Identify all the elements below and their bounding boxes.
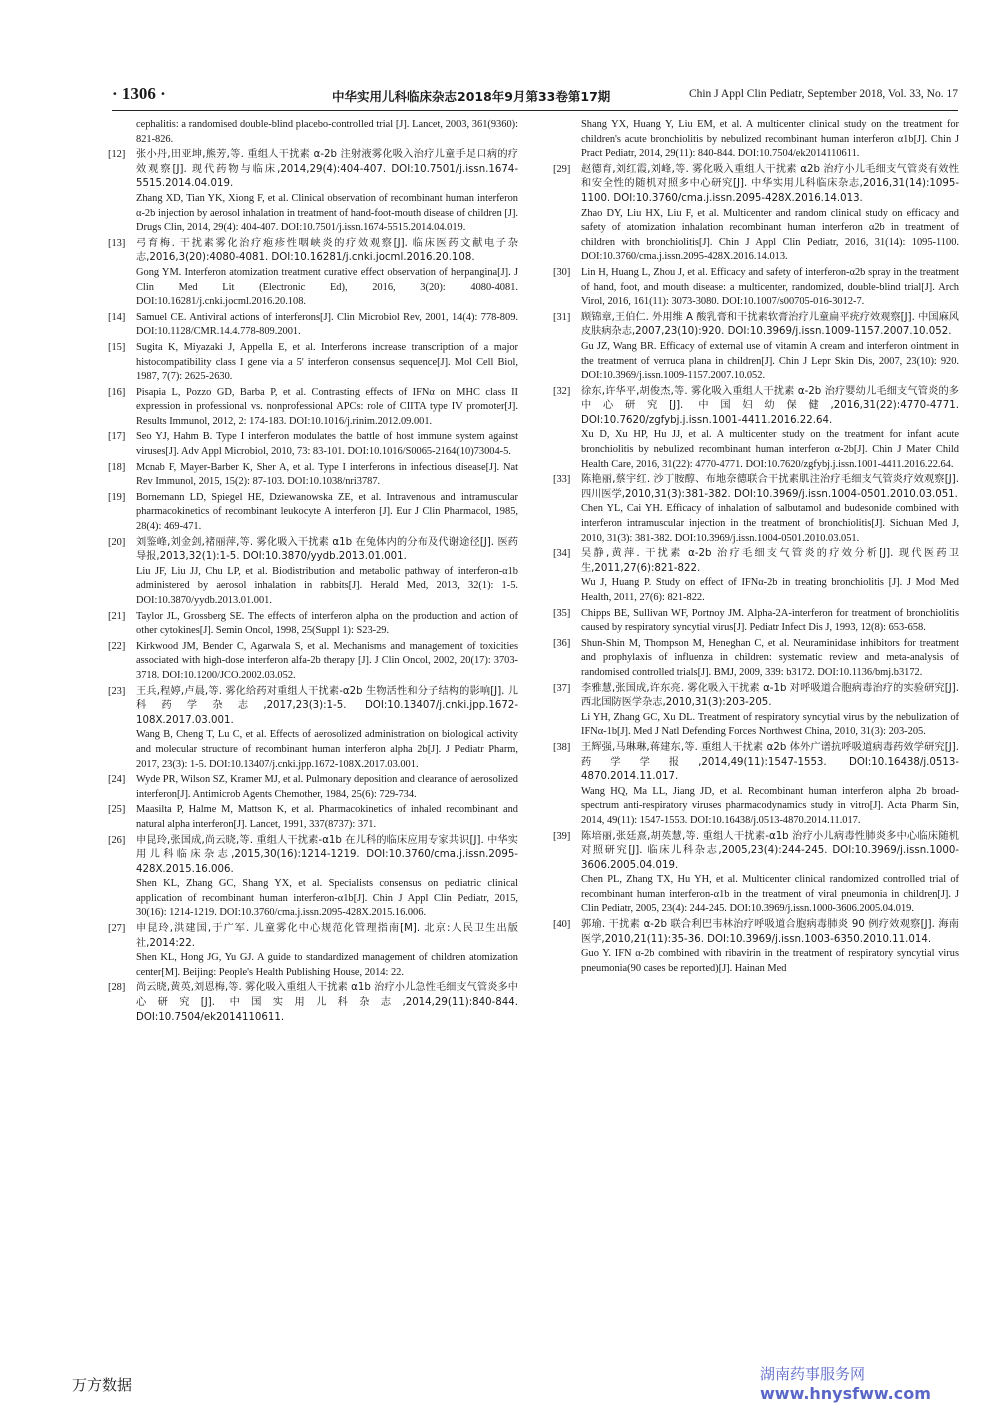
reference-text-en: Wang HQ, Ma LL, Jiang JD, et al. Recombinant human interferon alpha 2b broad-spectrum anti-respiratory viruses pharmacodynamics study in vitro[J]. Acta Pharm Sin, 2014, 49(11): 1547-1553. DOI:10.16438/j.0513-4870.2014.11.017. <box>581 785 959 826</box>
reference-text-cn: 张小丹,田亚坤,熊芳,等. 重组人干扰素 α-2b 注射液雾化吸入治疗儿童手足口病的疗效观察[J]. 现代药物与临床,2014,29(4):404-407. DOI:10.7501/j.issn.1674-5515.2014.04.019. <box>136 149 518 190</box>
reference-entry <box>108 430 518 459</box>
reference-number: [20] <box>108 536 126 548</box>
reference-text-en: Li YH, Zhang GC, Xu DL. Treatment of respiratory syncytial virus by the nebulization of IFNα-1b[J]. Med J Natl Defending Forces Northwest China, 2010, 31(3): 203-205. <box>581 711 959 738</box>
reference-number: [13] <box>108 237 126 249</box>
reference-number: [34] <box>553 548 571 560</box>
reference-text-cn: 申昆玲,张国成,尚云晓,等. 重组人干扰素-α1b 在儿科的临床应用专家共识[J]. 中华实用儿科临床杂志,2015,30(16):1214-1219. DOI:10.3760/cma.j.issn.2095-428X.2015.16.006. <box>136 834 518 875</box>
reference-number: [18] <box>108 461 126 473</box>
reference-text-cn: 弓育梅. 干扰素雾化治疗疱疹性咽峡炎的疗效观察[J]. 临床医药文献电子杂志,2016,3(20):4080-4081. DOI:10.16281/j.cnki.jocml.2016.20.108. <box>136 237 518 264</box>
reference-entry <box>553 637 959 681</box>
reference-text-cn: 王辉强,马琳琳,蒋建东,等. 重组人干扰素 α2b 体外广谱抗呼吸道病毒药效学研究[J]. 药学学报,2014,49(11):1547-1553. DOI:10.16438/j.0513-4870.2014.11.017. <box>581 741 959 783</box>
reference-number: [33] <box>553 474 571 486</box>
reference-number: [25] <box>108 804 126 816</box>
reference-text-cn: 郭瑜. 干扰素 α-2b 联合利巴韦林治疗呼吸道合胞病毒肺炎 90 例疗效观察[J]. 海南医学,2010,21(11):35-36. DOI:10.3969/j.issn.1003-6350.2010.11.014. <box>581 919 959 945</box>
reference-text-en: Zhang XD, Tian YK, Xiong F, et al. Clinical observation of recombinant human interferon α-2b injection by aerosol inhalation in treatment of hand-foot-mouth disease of children [J]. Drugs Clin, 2014, 29(4): 404-407. DOI:10.7501/j.issn.1674-5515.2014.04.019. <box>136 192 518 234</box>
reference-text-en: Shang YX, Huang Y, Liu EM, et al. A multicenter clinical study on the treatment for children's acute bronchiolitis by nebulized recombinant human interferon α1b[J]. Chin J Pract Pediatr, 2014, 29(11): 840-844. DOI:10.7504/ek2014110611. <box>581 119 959 160</box>
reference-entry <box>108 536 518 609</box>
reference-number: [14] <box>108 311 126 323</box>
reference-text-cn: 刘鉴峰,刘金剑,褚丽萍,等. 雾化吸入干扰素 α1b 在兔体内的分布及代谢途径[J]. 医药导报,2013,32(1):1-5. DOI:10.3870/yydb.2013.01.001. <box>136 536 518 563</box>
reference-entry <box>553 918 959 976</box>
reference-entry <box>553 741 959 829</box>
reference-text-cn: 徐东,许华平,胡俊杰,等. 雾化吸入重组人干扰素 α-2b 治疗婴幼儿毛细支气管炎的多中心研究[J]. 中国妇幼保健,2016,31(22):4770-4771. DOI:10.7620/zgfybj.j.issn.1001-4411.2016.22.64. <box>581 385 959 426</box>
reference-number: [15] <box>108 341 126 353</box>
reference-number: [39] <box>553 830 571 842</box>
reference-entry <box>108 311 518 340</box>
reference-entry <box>108 922 518 980</box>
reference-text-en: Zhao DY, Liu HX, Liu F, et al. Multicenter and random clinical study on efficacy and safety of atomization inhalation recombinant human interferon α2b in treatment of children with bronchiolitis[J]. Chin J Appl Clin Pediatr, 2016, 31(14): 1095-1100. DOI:10.3760/cma.j.issn.2095-428X.2016.14.013. <box>581 207 959 263</box>
reference-number: [31] <box>553 311 571 323</box>
watermark <box>760 1364 931 1404</box>
reference-number: [12] <box>108 149 126 161</box>
reference-text-en: Guo Y. IFN α-2b combined with ribavirin in the treatment of respiratory syncytial virus pneumonia(90 cases be reported)[J]. Hainan Med <box>581 948 959 974</box>
right-reference-column <box>553 118 959 1343</box>
reference-entry <box>108 685 518 773</box>
reference-entry <box>108 237 518 310</box>
reference-entry <box>553 682 959 740</box>
page-header <box>112 82 958 111</box>
reference-entry <box>108 803 518 832</box>
reference-text-cn: 顾锦章,王伯仁. 外用维 A 酸乳膏和干扰素软膏治疗儿童扁平疣疗效观察[J]. 中国麻风皮肤病杂志,2007,23(10):920. DOI:10.3969/j.issn.1009-1157.2007.10.052. <box>581 311 959 338</box>
reference-number: [16] <box>108 386 126 398</box>
reference-entry <box>553 118 959 162</box>
reference-entry <box>108 341 518 385</box>
reference-entry <box>553 266 959 310</box>
watermark-url: www.hnysfww.com <box>760 1384 931 1403</box>
reference-text-en: Kirkwood JM, Bender C, Agarwala S, et al. Mechanisms and management of toxicities associated with high-dose interferon alfa-2b therapy [J]. J Clin Oncol, 2002, 20(17): 3703-3718. DOI:10.1200/JCO.2002.03.052. <box>136 640 518 681</box>
reference-text-cn: 陈培丽,张廷熹,胡英慧,等. 重组人干扰素-α1b 治疗小儿病毒性肺炎多中心临床随机对照研究[J]. 临床儿科杂志,2005,23(4):244-245. DOI:10.3969/j.issn.1000-3606.2005.04.019. <box>581 830 959 871</box>
reference-text-en: Sugita K, Miyazaki J, Appella E, et al. Interferons increase transcription of a major histocompatibility class I gene via a 5' interferon consensus sequence[J]. Mol Cell Biol, 1987, 7(7): 2625-2630. <box>136 341 518 383</box>
reference-entry <box>553 473 959 546</box>
reference-text-cn: 申昆玲,洪建国,于广军. 儿童雾化中心规范化管理指南[M]. 北京:人民卫生出版社,2014:22. <box>136 923 518 949</box>
reference-text-en: Wu J, Huang P. Study on effect of IFNα-2b in treating bronchiolitis [J]. J Mod Med Health, 2011, 27(6): 821-822. <box>581 577 959 603</box>
reference-number: [19] <box>108 491 126 503</box>
reference-entry <box>553 311 959 384</box>
reference-entry <box>108 834 518 922</box>
reference-number: [21] <box>108 610 126 622</box>
reference-entry <box>108 118 518 147</box>
reference-text-en: cephalitis: a randomised double-blind placebo-controlled trial [J]. Lancet, 2003, 361(9360): 821-826. <box>136 119 518 145</box>
reference-entry <box>553 830 959 918</box>
reference-number: [27] <box>108 923 126 935</box>
reference-entry <box>108 773 518 802</box>
reference-text-en: Shen KL, Zhang GC, Shang YX, et al. Specialists consensus on pediatric clinical application of recombinant human interferon-α1b[J]. Chin J Appl Clin Pediatr, 2015, 30(16): 1214-1219. DOI:10.3760/cma.j.issn.2095-428X.2015.16.006. <box>136 878 518 919</box>
reference-number: [26] <box>108 834 126 846</box>
reference-text-en: Chen YL, Cai YH. Efficacy of inhalation of salbutamol and budesonide combined with interferon intramuscular injection in the treatment of bronchiolitis[J]. Sichuan Med J, 2010, 31(3): 381-382. DOI:10.3969/j.issn.1004-0501.2010.03.051. <box>581 503 959 544</box>
reference-number: [23] <box>108 685 126 697</box>
reference-text-en: Gong YM. Interferon atomization treatment curative effect observation of herpangina[J]. J Clin Med Lit (Electronic Ed), 2016, 3(20): 4080-4081. DOI:10.16281/j.cnki.jocml.2016.20.108. <box>136 266 518 308</box>
reference-entry <box>108 386 518 430</box>
reference-number: [22] <box>108 640 126 652</box>
footer-source-label: 万方数据 <box>72 1376 133 1394</box>
reference-entry <box>108 491 518 535</box>
reference-entry <box>108 461 518 490</box>
reference-text-en: Shen KL, Hong JG, Yu GJ. A guide to standardized management of children atomization center[M]. Beijing: People's Health Publishing House, 2014: 22. <box>136 952 518 978</box>
reference-entry <box>553 547 959 605</box>
reference-text-en: Shun-Shin M, Thompson M, Heneghan C, et al. Neuraminidase inhibitors for treatment and prophylaxis of influenza in children: systematic review and meta-analysis of randomised controlled trials[J]. BMJ, 2009, 339: b3172. DOI:10.1136/bmj.b3172. <box>581 637 959 678</box>
reference-text-en: Chipps BE, Sullivan WF, Portnoy JM. Alpha-2A-interferon for treatment of bronchiolitis caused by respiratory syncytial virus[J]. Pediatr Infect Dis J, 1993, 12(8): 653-658. <box>581 607 959 634</box>
reference-text-en: Pisapia L, Pozzo GD, Barba P, et al. Contrasting effects of IFNα on MHC class II expression in professional vs. nonprofessional APCs: role of CIITA type IV promoter[J]. Results Immunol, 2012, 2: 174-183. DOI:10.1016/j.rinim.2012.09.001. <box>136 386 518 427</box>
reference-text-en: Wyde PR, Wilson SZ, Kramer MJ, et al. Pulmonary deposition and clearance of aerosolized interferon[J]. Antimicrob Agents Chemother, 1984, 25(6): 729-734. <box>136 774 518 800</box>
reference-entry <box>553 385 959 473</box>
reference-text-en: Seo YJ, Hahm B. Type I interferon modulates the battle of host immune system against viruses[J]. Adv Appl Microbiol, 2010, 73: 83-101. DOI:10.1016/S0065-2164(10)73004-5. <box>136 431 518 458</box>
reference-number: [35] <box>553 607 571 619</box>
reference-text-cn: 陈艳丽,蔡宇红. 沙丁胺醇、布地奈德联合干扰素肌注治疗毛细支气管炎疗效观察[J]. 四川医学,2010,31(3):381-382. DOI:10.3969/j.issn.1004-0501.2010.03.051. <box>581 474 959 500</box>
reference-number: [29] <box>553 163 571 175</box>
reference-text-en: Wang B, Cheng T, Lu C, et al. Effects of aerosolized administration on biological activity and molecular structure of recombinant human interferon alpha 2b[J]. J Pediatr Pharm, 2017, 23(3): 1-5. DOI:10.13407/j.cnki.jpp.1672-108X.2017.03.001. <box>136 729 518 770</box>
reference-text-en: Taylor JL, Grossberg SE. The effects of interferon alpha on the production and action of other cytokines[J]. Semin Oncol, 1998, 25(Suppl 1): S23-29. <box>136 610 518 637</box>
reference-text-en: Samuel CE. Antiviral actions of interferons[J]. Clin Microbiol Rev, 2001, 14(4): 778-809. DOI:10.1128/CMR.14.4.778-809.2001. <box>136 311 518 338</box>
reference-text-en: Xu D, Xu HP, Hu JJ, et al. A multicenter study on the treatment for infant acute bronchiolitis by nebulized recombinant human interferon α-2b[J]. Chin J Mater Child Health Care, 2016, 31(22): 4770-4771. DOI:10.7620/zgfybj.j.issn.1001-4411.2016.22.64. <box>581 429 959 470</box>
reference-entry <box>108 610 518 639</box>
reference-text-en: Mcnab F, Mayer-Barber K, Sher A, et al. Type I interferons in infectious disease[J]. Nat Rev Immunol, 2015, 15(2): 87-103. DOI:10.1038/nri3787. <box>136 461 518 488</box>
reference-number: [17] <box>108 431 126 443</box>
reference-text-en: Chen PL, Zhang TX, Hu YH, et al. Multicenter clinical randomized controlled trial of recombinant human interferon-α1b in the treatment of viral pneumonia in children[J]. J Clin Pediatr, 2005, 23(4): 244-245. DOI:10.3969/j.issn.1000-3606.2005.04.019. <box>581 874 959 915</box>
reference-entry <box>553 163 959 265</box>
journal-title-en: Chin J Appl Clin Pediatr, September 2018, Vol. 33, No. 17 <box>688 88 958 100</box>
reference-text-cn: 李雅慧,张国成,许东亮. 雾化吸入干扰素 α-1b 对呼吸道合胞病毒治疗的实验研究[J]. 西北国防医学杂志,2010,31(3):203-205. <box>581 682 959 709</box>
journal-title-cn: 中华实用儿科临床杂志2018年9月第33卷第17期 <box>332 89 611 104</box>
reference-entry <box>108 640 518 684</box>
reference-number: [40] <box>553 919 571 931</box>
page-number: · 1306 · <box>112 84 166 103</box>
watermark-site-name: 湖南药事服务网 <box>760 1365 866 1383</box>
reference-number: [37] <box>553 682 571 694</box>
reference-text-cn: 尚云晓,黄英,刘恩梅,等. 雾化吸入重组人干扰素 α1b 治疗小儿急性毛细支气管炎多中心研究[J]. 中国实用儿科杂志,2014,29(11):840-844. DOI:10.7504/ek2014110611. <box>136 982 518 1023</box>
reference-number: [24] <box>108 774 126 786</box>
reference-number: [30] <box>553 266 571 278</box>
reference-text-en: Liu JF, Liu JJ, Chu LP, et al. Biodistribution and metabolic pathway of interferon-α1b administered by aerosol inhalation in rabbits[J]. Herald Med, 2013, 32(1): 1-5. DOI:10.3870/yydb.2013.01.001. <box>136 565 518 606</box>
reference-entry <box>553 607 959 636</box>
reference-text-cn: 赵德育,刘红霞,刘峰,等. 雾化吸入重组人干扰素 α2b 治疗小儿毛细支气管炎有效性和安全性的随机对照多中心研究[J]. 中华实用儿科临床杂志,2016,31(14):1095-1100. DOI:10.3760/cma.j.issn.2095-428X.2016.14.013. <box>581 163 959 204</box>
reference-text-en: Maasilta P, Halme M, Mattson K, et al. Pharmacokinetics of inhaled recombinant and natural alpha interferon[J]. Lancet, 1991, 337(8737): 371. <box>136 804 518 830</box>
reference-number: [32] <box>553 385 571 397</box>
reference-entry <box>108 148 518 236</box>
reference-text-cn: 王兵,程婷,卢晨,等. 雾化给药对重组人干扰素-α2b 生物活性和分子结构的影响[J]. 儿科药学杂志,2017,23(3):1-5. DOI:10.13407/j.cnki.jpp.1672-108X.2017.03.001. <box>136 685 518 726</box>
reference-text-en: Gu JZ, Wang BR. Efficacy of external use of vitamin A cream and interferon ointment in the treatment of verruca plana in children[J]. Chin J Lepr Skin Dis, 2007, 23(10): 920. DOI:10.3969/j.issn.1009-1157.2007.10.052. <box>581 340 959 382</box>
reference-entry <box>108 981 518 1025</box>
reference-number: [28] <box>108 982 126 994</box>
reference-text-cn: 吴静,黄萍. 干扰素 α-2b 治疗毛细支气管炎的疗效分析[J]. 现代医药卫生,2011,27(6):821-822. <box>581 548 959 574</box>
reference-number: [38] <box>553 741 571 753</box>
reference-text-en: Bornemann LD, Spiegel HE, Dziewanowska ZE, et al. Intravenous and intramuscular pharmacokinetics of recombinant leukocyte A interferon [J]. Eur J Clin Pharmacol, 1985, 28(4): 469-471. <box>136 491 518 533</box>
reference-number: [36] <box>553 637 571 649</box>
left-reference-column <box>108 118 518 1343</box>
reference-text-en: Lin H, Huang L, Zhou J, et al. Efficacy and safety of interferon-α2b spray in the treatment of hand, foot, and mouth disease: a multicenter, randomized, double-blind trial[J]. Arch Virol, 2016, 161(11): 3073-3080. DOI:10.1007/s00705-016-3012-7. <box>581 266 959 308</box>
